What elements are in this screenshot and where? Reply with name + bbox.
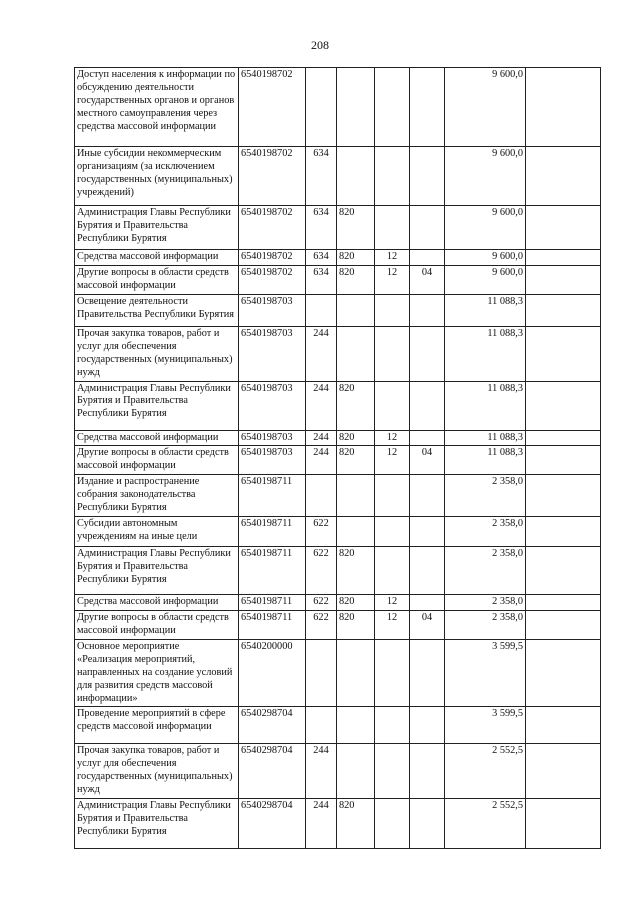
administrator-code-cell bbox=[337, 639, 375, 707]
amount-cell: 3 599,5 bbox=[445, 639, 526, 707]
item-name-cell: Основное мероприятие «Реализация мероприятий, направленных на создание условий для развития средств массовой информации» bbox=[75, 639, 239, 707]
empty-cell bbox=[526, 611, 601, 640]
empty-cell bbox=[526, 68, 601, 147]
subsection-cell: 04 bbox=[410, 611, 445, 640]
section-cell bbox=[375, 68, 410, 147]
section-cell bbox=[375, 639, 410, 707]
item-name-cell: Администрация Главы Республики Бурятия и Правительства Республики Бурятия bbox=[75, 381, 239, 430]
amount-cell: 9 600,0 bbox=[445, 250, 526, 266]
section-cell bbox=[375, 517, 410, 547]
expense-type-cell bbox=[306, 68, 337, 147]
empty-cell bbox=[526, 381, 601, 430]
administrator-code-cell bbox=[337, 475, 375, 517]
expense-type-cell: 622 bbox=[306, 547, 337, 595]
amount-cell: 2 358,0 bbox=[445, 611, 526, 640]
empty-cell bbox=[526, 475, 601, 517]
administrator-code-cell: 820 bbox=[337, 265, 375, 294]
subsection-cell bbox=[410, 595, 445, 611]
empty-cell bbox=[526, 639, 601, 707]
administrator-code-cell: 820 bbox=[337, 595, 375, 611]
target-article-cell: 6540198703 bbox=[239, 430, 306, 446]
empty-cell bbox=[526, 294, 601, 326]
expense-type-cell: 622 bbox=[306, 595, 337, 611]
item-name-cell: Другие вопросы в области средств массовой информации bbox=[75, 446, 239, 475]
item-name-cell: Освещение деятельности Правительства Республики Бурятия bbox=[75, 294, 239, 326]
table-row bbox=[75, 265, 601, 294]
item-name-cell: Субсидии автономным учреждениям на иные цели bbox=[75, 517, 239, 547]
empty-cell bbox=[526, 326, 601, 381]
empty-cell bbox=[526, 430, 601, 446]
budget-table bbox=[74, 67, 601, 849]
item-name-cell: Издание и распространение собрания законодательства Республики Бурятия bbox=[75, 475, 239, 517]
target-article-cell: 6540198702 bbox=[239, 206, 306, 250]
item-name-cell: Иные субсидии некоммерческим организациям (за исключением государственных (муниципальных) учреждений) bbox=[75, 147, 239, 206]
item-name-cell: Администрация Главы Республики Бурятия и Правительства Республики Бурятия bbox=[75, 206, 239, 250]
amount-cell: 2 552,5 bbox=[445, 799, 526, 849]
section-cell bbox=[375, 206, 410, 250]
table-row bbox=[75, 381, 601, 430]
section-cell bbox=[375, 294, 410, 326]
table-row bbox=[75, 446, 601, 475]
target-article-cell: 6540198711 bbox=[239, 611, 306, 640]
amount-cell: 11 088,3 bbox=[445, 326, 526, 381]
empty-cell bbox=[526, 707, 601, 744]
table-row bbox=[75, 547, 601, 595]
subsection-cell bbox=[410, 799, 445, 849]
table-row bbox=[75, 147, 601, 206]
subsection-cell bbox=[410, 68, 445, 147]
administrator-code-cell: 820 bbox=[337, 799, 375, 849]
administrator-code-cell bbox=[337, 517, 375, 547]
administrator-code-cell bbox=[337, 707, 375, 744]
target-article-cell: 6540200000 bbox=[239, 639, 306, 707]
subsection-cell bbox=[410, 707, 445, 744]
subsection-cell bbox=[410, 326, 445, 381]
empty-cell bbox=[526, 799, 601, 849]
amount-cell: 11 088,3 bbox=[445, 381, 526, 430]
table-row bbox=[75, 68, 601, 147]
expense-type-cell: 244 bbox=[306, 446, 337, 475]
empty-cell bbox=[526, 206, 601, 250]
administrator-code-cell: 820 bbox=[337, 206, 375, 250]
administrator-code-cell: 820 bbox=[337, 430, 375, 446]
target-article-cell: 6540198702 bbox=[239, 68, 306, 147]
table-body bbox=[75, 68, 601, 849]
empty-cell bbox=[526, 147, 601, 206]
table-row bbox=[75, 517, 601, 547]
administrator-code-cell: 820 bbox=[337, 611, 375, 640]
subsection-cell bbox=[410, 250, 445, 266]
administrator-code-cell: 820 bbox=[337, 381, 375, 430]
target-article-cell: 6540198711 bbox=[239, 475, 306, 517]
table-row bbox=[75, 707, 601, 744]
amount-cell: 2 358,0 bbox=[445, 547, 526, 595]
section-cell: 12 bbox=[375, 595, 410, 611]
administrator-code-cell: 820 bbox=[337, 547, 375, 595]
empty-cell bbox=[526, 265, 601, 294]
target-article-cell: 6540198711 bbox=[239, 517, 306, 547]
subsection-cell bbox=[410, 744, 445, 799]
target-article-cell: 6540198703 bbox=[239, 446, 306, 475]
item-name-cell: Средства массовой информации bbox=[75, 430, 239, 446]
expense-type-cell bbox=[306, 294, 337, 326]
target-article-cell: 6540198702 bbox=[239, 265, 306, 294]
expense-type-cell: 244 bbox=[306, 381, 337, 430]
subsection-cell bbox=[410, 147, 445, 206]
item-name-cell: Другие вопросы в области средств массовой информации bbox=[75, 265, 239, 294]
administrator-code-cell bbox=[337, 147, 375, 206]
table-row bbox=[75, 744, 601, 799]
table-row bbox=[75, 250, 601, 266]
administrator-code-cell bbox=[337, 294, 375, 326]
table-row bbox=[75, 595, 601, 611]
section-cell bbox=[375, 381, 410, 430]
target-article-cell: 6540298704 bbox=[239, 799, 306, 849]
target-article-cell: 6540198711 bbox=[239, 595, 306, 611]
subsection-cell bbox=[410, 517, 445, 547]
target-article-cell: 6540198711 bbox=[239, 547, 306, 595]
target-article-cell: 6540198703 bbox=[239, 294, 306, 326]
target-article-cell: 6540298704 bbox=[239, 744, 306, 799]
amount-cell: 9 600,0 bbox=[445, 68, 526, 147]
subsection-cell bbox=[410, 294, 445, 326]
table-row bbox=[75, 799, 601, 849]
table-row bbox=[75, 430, 601, 446]
target-article-cell: 6540198702 bbox=[239, 147, 306, 206]
target-article-cell: 6540298704 bbox=[239, 707, 306, 744]
table-row bbox=[75, 206, 601, 250]
amount-cell: 11 088,3 bbox=[445, 446, 526, 475]
target-article-cell: 6540198703 bbox=[239, 381, 306, 430]
empty-cell bbox=[526, 744, 601, 799]
item-name-cell: Другие вопросы в области средств массовой информации bbox=[75, 611, 239, 640]
section-cell bbox=[375, 326, 410, 381]
expense-type-cell: 622 bbox=[306, 517, 337, 547]
subsection-cell bbox=[410, 206, 445, 250]
expense-type-cell: 244 bbox=[306, 326, 337, 381]
amount-cell: 9 600,0 bbox=[445, 147, 526, 206]
section-cell bbox=[375, 799, 410, 849]
expense-type-cell: 634 bbox=[306, 265, 337, 294]
amount-cell: 2 552,5 bbox=[445, 744, 526, 799]
amount-cell: 2 358,0 bbox=[445, 475, 526, 517]
table-row bbox=[75, 475, 601, 517]
item-name-cell: Проведение мероприятий в сфере средств массовой информации bbox=[75, 707, 239, 744]
section-cell bbox=[375, 707, 410, 744]
subsection-cell bbox=[410, 430, 445, 446]
expense-type-cell bbox=[306, 639, 337, 707]
item-name-cell: Доступ населения к информации по обсуждению деятельности государственных органов и органов местного самоуправления через средства массовой информации bbox=[75, 68, 239, 147]
administrator-code-cell: 820 bbox=[337, 446, 375, 475]
item-name-cell: Администрация Главы Республики Бурятия и Правительства Республики Бурятия bbox=[75, 547, 239, 595]
section-cell bbox=[375, 475, 410, 517]
empty-cell bbox=[526, 595, 601, 611]
section-cell bbox=[375, 147, 410, 206]
item-name-cell: Средства массовой информации bbox=[75, 595, 239, 611]
item-name-cell: Прочая закупка товаров, работ и услуг для обеспечения государственных (муниципальных) нужд bbox=[75, 326, 239, 381]
target-article-cell: 6540198702 bbox=[239, 250, 306, 266]
subsection-cell bbox=[410, 475, 445, 517]
table-row bbox=[75, 294, 601, 326]
page-number: 208 bbox=[311, 38, 329, 52]
empty-cell bbox=[526, 446, 601, 475]
amount-cell: 11 088,3 bbox=[445, 294, 526, 326]
expense-type-cell: 622 bbox=[306, 611, 337, 640]
administrator-code-cell: 820 bbox=[337, 250, 375, 266]
table-row bbox=[75, 639, 601, 707]
expense-type-cell: 634 bbox=[306, 250, 337, 266]
subsection-cell: 04 bbox=[410, 446, 445, 475]
section-cell: 12 bbox=[375, 430, 410, 446]
amount-cell: 2 358,0 bbox=[445, 595, 526, 611]
section-cell: 12 bbox=[375, 265, 410, 294]
empty-cell bbox=[526, 547, 601, 595]
amount-cell: 9 600,0 bbox=[445, 265, 526, 294]
administrator-code-cell bbox=[337, 68, 375, 147]
subsection-cell bbox=[410, 381, 445, 430]
expense-type-cell: 244 bbox=[306, 430, 337, 446]
item-name-cell: Средства массовой информации bbox=[75, 250, 239, 266]
expense-type-cell: 634 bbox=[306, 206, 337, 250]
amount-cell: 11 088,3 bbox=[445, 430, 526, 446]
amount-cell: 9 600,0 bbox=[445, 206, 526, 250]
administrator-code-cell bbox=[337, 326, 375, 381]
item-name-cell: Администрация Главы Республики Бурятия и Правительства Республики Бурятия bbox=[75, 799, 239, 849]
empty-cell bbox=[526, 250, 601, 266]
section-cell: 12 bbox=[375, 611, 410, 640]
administrator-code-cell bbox=[337, 744, 375, 799]
target-article-cell: 6540198703 bbox=[239, 326, 306, 381]
section-cell: 12 bbox=[375, 446, 410, 475]
subsection-cell bbox=[410, 639, 445, 707]
amount-cell: 3 599,5 bbox=[445, 707, 526, 744]
expense-type-cell bbox=[306, 475, 337, 517]
item-name-cell: Прочая закупка товаров, работ и услуг для обеспечения государственных (муниципальных) нужд bbox=[75, 744, 239, 799]
section-cell: 12 bbox=[375, 250, 410, 266]
expense-type-cell bbox=[306, 707, 337, 744]
table-row bbox=[75, 611, 601, 640]
subsection-cell: 04 bbox=[410, 265, 445, 294]
expense-type-cell: 634 bbox=[306, 147, 337, 206]
expense-type-cell: 244 bbox=[306, 799, 337, 849]
section-cell bbox=[375, 744, 410, 799]
expense-type-cell: 244 bbox=[306, 744, 337, 799]
subsection-cell bbox=[410, 547, 445, 595]
empty-cell bbox=[526, 517, 601, 547]
table-row bbox=[75, 326, 601, 381]
section-cell bbox=[375, 547, 410, 595]
amount-cell: 2 358,0 bbox=[445, 517, 526, 547]
